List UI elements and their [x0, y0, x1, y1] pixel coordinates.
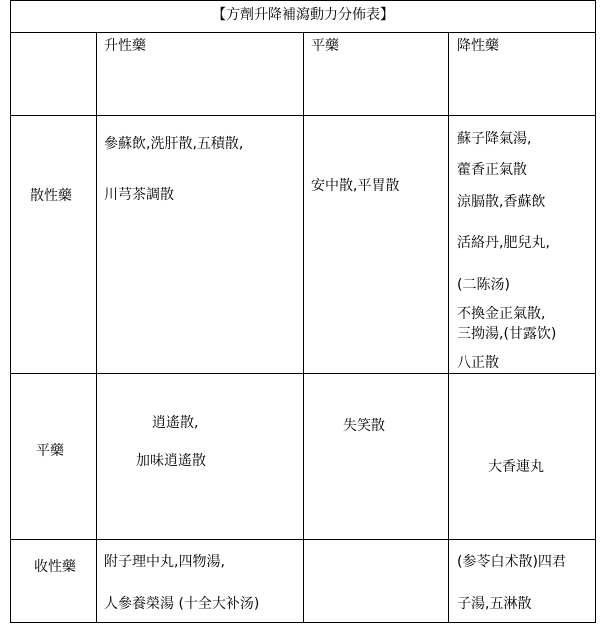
col-header-rising: 升性藥 — [104, 38, 146, 54]
grid-line-col3-right — [448, 32, 449, 623]
cell-text: 不換金正氣散, — [457, 306, 546, 322]
grid-line-col2-right — [303, 32, 304, 623]
cell-text: 藿香正氣散 — [457, 162, 527, 178]
cell-text: 失笑散 — [343, 418, 385, 434]
cell-text: 加味逍遙散 — [136, 453, 206, 469]
grid-line-col1-right — [96, 32, 97, 623]
col-header-neutral: 平藥 — [311, 38, 339, 54]
cell-text: 三拗湯,(甘露饮) — [457, 326, 557, 342]
row-header-neutral: 平藥 — [36, 443, 64, 459]
table-title: 【方劑升降補瀉動力分佈表】 — [212, 7, 394, 23]
cell-text: 八正散 — [457, 355, 499, 371]
cell-text: 附子理中丸,四物湯, — [104, 554, 225, 570]
cell-text: 涼膈散,香蘇飲 — [457, 194, 546, 210]
cell-text: 大香連丸 — [488, 459, 544, 475]
cell-text: 逍遙散, — [152, 415, 199, 431]
col-header-descending: 降性藥 — [457, 38, 499, 54]
cell-text: (参苓白术散)四君 — [457, 554, 566, 570]
cell-text: 活絡丹,肥兒丸, — [457, 235, 550, 251]
cell-text: 人參養榮湯 (十全大补汤) — [104, 596, 260, 612]
cell-text: 川芎茶調散 — [104, 187, 174, 203]
cell-text: 蘇子降氣湯, — [457, 131, 532, 147]
cell-text: 子湯,五淋散 — [457, 596, 532, 612]
cell-text: 參蘇飲,洗肝散,五積散, — [104, 136, 244, 152]
cell-text: 安中散,平胃散 — [311, 178, 400, 194]
cell-text: (二陈汤) — [457, 277, 510, 293]
row-header-astringing: 收性藥 — [34, 559, 76, 575]
row-header-dispersing: 散性藥 — [30, 188, 72, 204]
